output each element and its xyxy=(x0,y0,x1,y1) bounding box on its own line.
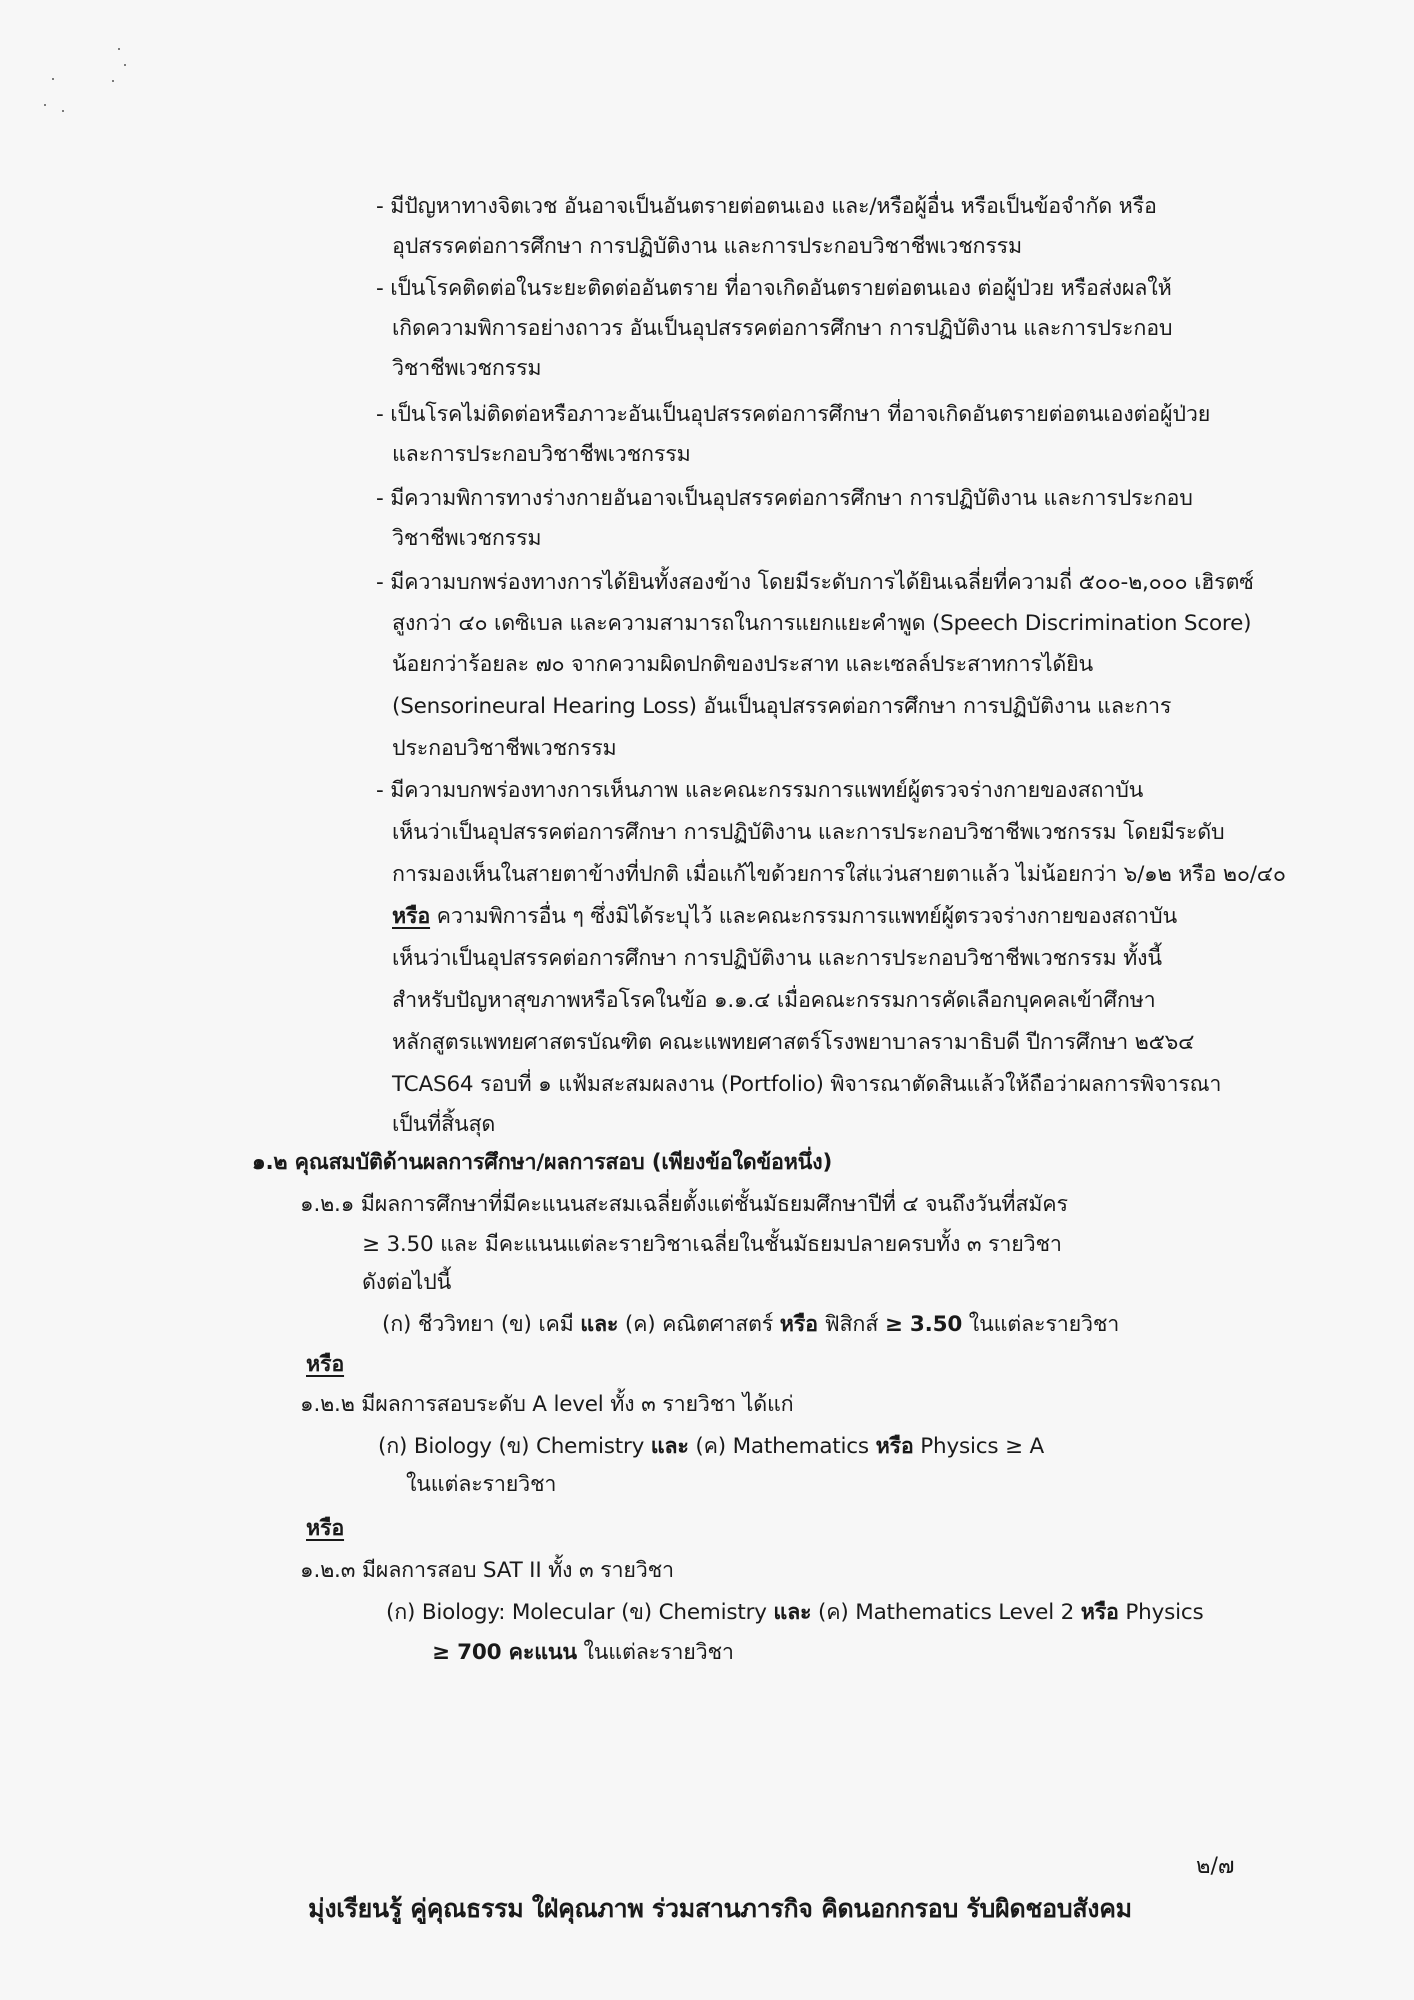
or-keyword: หรือ xyxy=(779,1312,818,1337)
subject-text: ฟิสิกส์ xyxy=(817,1312,885,1337)
bullet-5-line-1: - มีความบกพร่องทางการได้ยินทั้งสองข้าง โดยมีระดับการได้ยินเฉลี่ยที่ความถี่ ๕๐๐-๒,๐๐๐ เฮิรตซ์ xyxy=(376,570,1254,595)
bullet-6-line-3: การมองเห็นในสายตาข้างที่ปกติ เมื่อแก้ไขด้วยการใส่แว่นสายตาแล้ว ไม่น้อยกว่า ๖/๑๒ หรือ ๒๐/๔๐ xyxy=(392,862,1286,887)
threshold-value: ≥ 700 คะแนน xyxy=(432,1640,577,1665)
bullet-2-line-1: - เป็นโรคติดต่อในระยะติดต่ออันตราย ที่อาจเกิดอันตรายต่อตนเอง ต่อผู้ป่วย หรือส่งผลให้ xyxy=(376,276,1172,301)
bullet-1-line-2: อุปสรรคต่อการศึกษา การปฏิบัติงาน และการประกอบวิชาชีพเวชกรรม xyxy=(392,234,1022,259)
subject-text: ในแต่ละรายวิชา xyxy=(576,1640,734,1665)
item-1-2-1-line-3: ดังต่อไปนี้ xyxy=(362,1270,452,1295)
and-keyword: และ xyxy=(650,1434,689,1459)
page-number: ๒/๗ xyxy=(1196,1854,1235,1879)
threshold-value: ≥ 3.50 xyxy=(884,1312,963,1337)
or-keyword: หรือ xyxy=(875,1434,914,1459)
or-paragraph-line-3: สำหรับปัญหาสุขภาพหรือโรคในข้อ ๑.๑.๔ เมื่อคณะกรรมการคัดเลือกบุคคลเข้าศึกษา xyxy=(392,988,1156,1013)
item-1-2-3-subjects-line-2 xyxy=(432,1638,734,1668)
footer-motto: มุ่งเรียนรู้ คู่คุณธรรม ใฝ่คุณภาพ ร่วมสานภารกิจ คิดนอกกรอบ รับผิดชอบสังคม xyxy=(308,1894,1132,1923)
subject-text: (ค) คณิตศาสตร์ xyxy=(618,1312,780,1337)
item-1-2-3-subjects xyxy=(386,1598,1204,1628)
scan-speck xyxy=(112,80,114,82)
bullet-5-line-5: ประกอบวิชาชีพเวชกรรม xyxy=(392,736,617,761)
bullet-4-line-2: วิชาชีพเวชกรรม xyxy=(392,526,542,551)
item-1-2-2-subjects-line-2: ในแต่ละรายวิชา xyxy=(406,1472,557,1497)
section-1-2-heading: ๑.๒ คุณสมบัติด้านผลการศึกษา/ผลการสอบ (เพียงข้อใดข้อหนึ่ง) xyxy=(252,1150,833,1175)
bullet-1-line-1: - มีปัญหาทางจิตเวช อันอาจเป็นอันตรายต่อตนเอง และ/หรือผู้อื่น หรือเป็นข้อจำกัด หรือ xyxy=(376,194,1157,219)
item-1-2-1-line-1: ๑.๒.๑ มีผลการศึกษาที่มีคะแนนสะสมเฉลี่ยตั้งแต่ชั้นมัธยมศึกษาปีที่ ๔ จนถึงวันที่สมัคร xyxy=(300,1192,1068,1217)
grade-text: A xyxy=(1022,1434,1044,1459)
or-keyword: หรือ xyxy=(1080,1600,1119,1625)
subject-text: Physics xyxy=(913,1434,1006,1459)
or-paragraph-line-4: หลักสูตรแพทยศาสตรบัณฑิต คณะแพทยศาสตร์โรงพยาบาลรามาธิบดี ปีการศึกษา ๒๕๖๔ xyxy=(392,1030,1195,1055)
subject-text: Physics xyxy=(1118,1600,1204,1625)
subject-text: (ค) Mathematics Level 2 xyxy=(811,1600,1081,1625)
or-paragraph-line-2: เห็นว่าเป็นอุปสรรคต่อการศึกษา การปฏิบัติงาน และการประกอบวิชาชีพเวชกรรม ทั้งนี้ xyxy=(392,946,1162,971)
or-label-1: หรือ xyxy=(306,1352,345,1377)
or-paragraph-line-5: TCAS64 รอบที่ ๑ แฟ้มสะสมผลงาน (Portfolio) พิจารณาตัดสินแล้วให้ถือว่าผลการพิจารณา xyxy=(392,1072,1222,1097)
bullet-2-line-3: วิชาชีพเวชกรรม xyxy=(392,356,542,381)
scan-speck xyxy=(62,110,64,112)
bullet-5-line-2: สูงกว่า ๔๐ เดซิเบล และความสามารถในการแยกแยะคำพูด (Speech Discrimination Score) xyxy=(392,611,1252,636)
item-1-2-3-line: ๑.๒.๓ มีผลการสอบ SAT II ทั้ง ๓ รายวิชา xyxy=(300,1558,674,1583)
item-1-2-2-subjects xyxy=(378,1432,1044,1462)
bullet-5-line-3: น้อยกว่าร้อยละ ๗๐ จากความผิดปกติของประสาท และเซลล์ประสาทการได้ยิน xyxy=(392,652,1094,677)
bullet-3-line-1: - เป็นโรคไม่ติดต่อหรือภาวะอันเป็นอุปสรรคต่อการศึกษา ที่อาจเกิดอันตรายต่อตนเองต่อผู้ป่วย xyxy=(376,402,1211,427)
or-keyword: หรือ xyxy=(392,904,431,929)
subject-text: (ก) Biology (ข) Chemistry xyxy=(378,1434,651,1459)
scan-speck xyxy=(52,78,54,80)
and-keyword: และ xyxy=(773,1600,812,1625)
or-paragraph-line-1 xyxy=(392,902,1177,932)
and-keyword: และ xyxy=(580,1312,619,1337)
bullet-3-line-2: และการประกอบวิชาชีพเวชกรรม xyxy=(392,442,691,467)
item-1-2-2-line: ๑.๒.๒ มีผลการสอบระดับ A level ทั้ง ๓ รายวิชา ได้แก่ xyxy=(300,1392,794,1417)
bullet-2-line-2: เกิดความพิการอย่างถาวร อันเป็นอุปสรรคต่อการศึกษา การปฏิบัติงาน และการประกอบ xyxy=(392,316,1173,341)
or-paragraph-text: ความพิการอื่น ๆ ซึ่งมิได้ระบุไว้ และคณะกรรมการแพทย์ผู้ตรวจร่างกายของสถาบัน xyxy=(430,904,1177,929)
subject-text: (ก) ชีววิทยา (ข) เคมี xyxy=(382,1312,581,1337)
subject-text: (ค) Mathematics xyxy=(688,1434,876,1459)
bullet-5-line-4: (Sensorineural Hearing Loss) อันเป็นอุปสรรคต่อการศึกษา การปฏิบัติงาน และการ xyxy=(392,694,1172,719)
item-1-2-1-subjects xyxy=(382,1310,1119,1340)
or-paragraph-line-6: เป็นที่สิ้นสุด xyxy=(392,1112,496,1137)
bullet-6-line-1: - มีความบกพร่องทางการเห็นภาพ และคณะกรรมการแพทย์ผู้ตรวจร่างกายของสถาบัน xyxy=(376,778,1144,803)
scan-speck xyxy=(118,48,120,50)
subject-text: (ก) Biology: Molecular (ข) Chemistry xyxy=(386,1600,774,1625)
bullet-4-line-1: - มีความพิการทางร่างกายอันอาจเป็นอุปสรรคต่อการศึกษา การปฏิบัติงาน และการประกอบ xyxy=(376,486,1193,511)
subject-text: ในแต่ละรายวิชา xyxy=(962,1312,1120,1337)
or-label-2: หรือ xyxy=(306,1516,345,1541)
threshold-value: ≥ xyxy=(1005,1434,1023,1459)
bullet-6-line-2: เห็นว่าเป็นอุปสรรคต่อการศึกษา การปฏิบัติงาน และการประกอบวิชาชีพเวชกรรม โดยมีระดับ xyxy=(392,820,1225,845)
scan-speck xyxy=(124,64,126,66)
scan-speck xyxy=(44,104,46,106)
item-1-2-1-line-2: ≥ 3.50 และ มีคะแนนแต่ละรายวิชาเฉลี่ยในชั้นมัธยมปลายครบทั้ง ๓ รายวิชา xyxy=(362,1232,1062,1257)
